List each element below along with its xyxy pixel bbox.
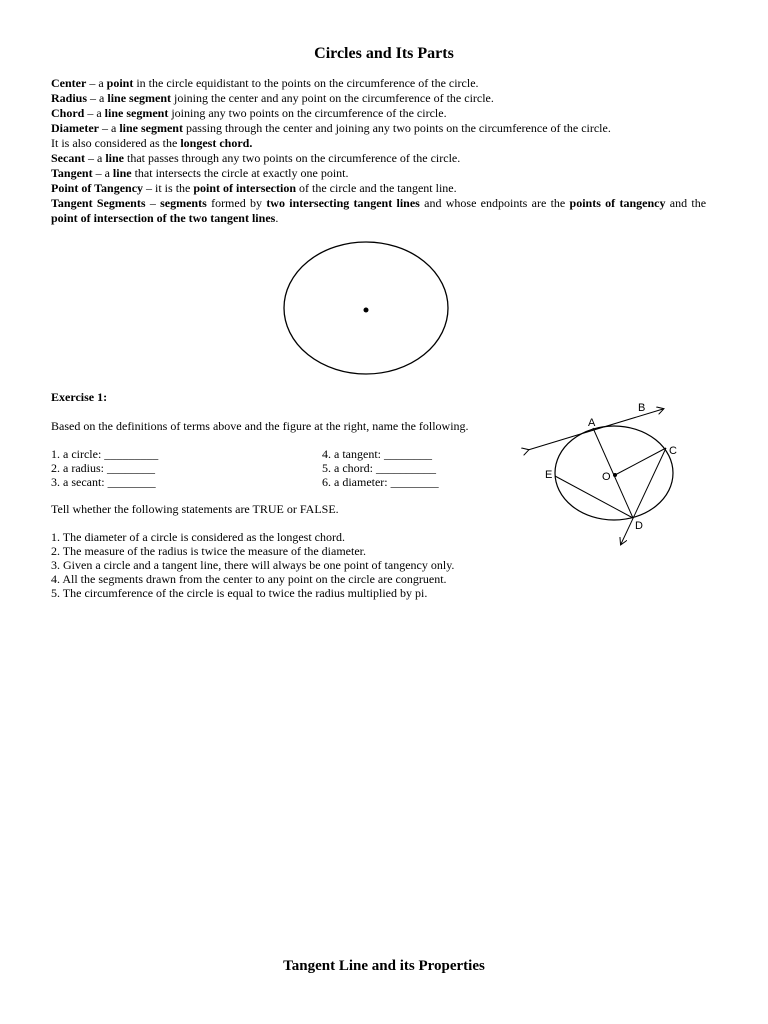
label-e: E xyxy=(545,469,553,481)
diagram-circle xyxy=(555,426,673,520)
section-title: Tangent Line and its Properties xyxy=(283,958,485,974)
definition-point-of-tangency: Point of Tangency – it is the point of intersection of the circle and the tangent line. xyxy=(51,181,457,195)
definitions-list xyxy=(51,76,706,226)
definition-chord: Chord – a line segment joining any two points on the circumference of the circle. xyxy=(51,106,447,120)
geometry-diagram xyxy=(520,398,680,548)
items-right-column xyxy=(322,447,439,489)
secant-line-cd xyxy=(621,448,666,544)
radius-oc xyxy=(615,448,666,475)
list-item: 1. The diameter of a circle is considered as the longest chord. xyxy=(51,530,346,544)
chord-ad xyxy=(593,428,633,518)
list-item: 2. The measure of the radius is twice the measure of the diameter. xyxy=(51,544,366,558)
definition-tangent: Tangent – a line that intersects the circle at exactly one point. xyxy=(51,166,349,180)
label-c: C xyxy=(669,445,677,457)
center-point-o xyxy=(613,473,617,477)
definition-radius: Radius – a line segment joining the center and any point on the circumference of the circle. xyxy=(51,91,494,105)
list-item: 1. a circle: _________ xyxy=(51,447,159,461)
definition-center: Center – a point in the circle equidistant to the points on the circumference of the circle. xyxy=(51,76,479,90)
list-item: 3. Given a circle and a tangent line, there will always be one point of tangency only. xyxy=(51,558,455,572)
definition-tangent-segments: Tangent Segments – segments formed by two intersecting tangent lines and whose endpoints are the points of tangency and the point of intersection of the two tangent lines. xyxy=(51,196,707,225)
label-o: O xyxy=(602,471,611,483)
definition-secant: Secant – a line that passes through any two points on the circumference of the circle. xyxy=(51,151,461,165)
true-false-instruction: Tell whether the following statements are TRUE or FALSE. xyxy=(51,502,339,516)
label-a: A xyxy=(588,417,596,429)
list-item: 4. All the segments drawn from the center to any point on the circle are congruent. xyxy=(51,572,447,586)
definition-diameter: Diameter – a line segment passing through the center and joining any two points on the circumference of the circle. It is also considered as the longest chord. xyxy=(51,121,611,150)
list-item: 5. The circumference of the circle is equal to twice the radius multiplied by pi. xyxy=(51,586,428,600)
statements-list xyxy=(51,530,454,600)
list-item: 3. a secant: ________ xyxy=(51,475,156,489)
label-d: D xyxy=(635,520,643,532)
exercise-title: Exercise 1: xyxy=(51,390,108,404)
list-item: 4. a tangent: ________ xyxy=(322,447,432,461)
exercise-instruction: Based on the definitions of terms above and the figure at the right, name the following. xyxy=(51,419,469,433)
items-left-column xyxy=(51,447,158,489)
page-title: Circles and Its Parts xyxy=(314,45,454,62)
list-item: 6. a diameter: ________ xyxy=(322,475,439,489)
label-b: B xyxy=(638,402,646,414)
center-dot xyxy=(364,308,369,313)
list-item: 2. a radius: ________ xyxy=(51,461,155,475)
circle-figure xyxy=(282,240,452,378)
tangent-line-ab xyxy=(528,409,663,450)
chord-ed xyxy=(555,476,633,518)
list-item: 5. a chord: __________ xyxy=(322,461,436,475)
